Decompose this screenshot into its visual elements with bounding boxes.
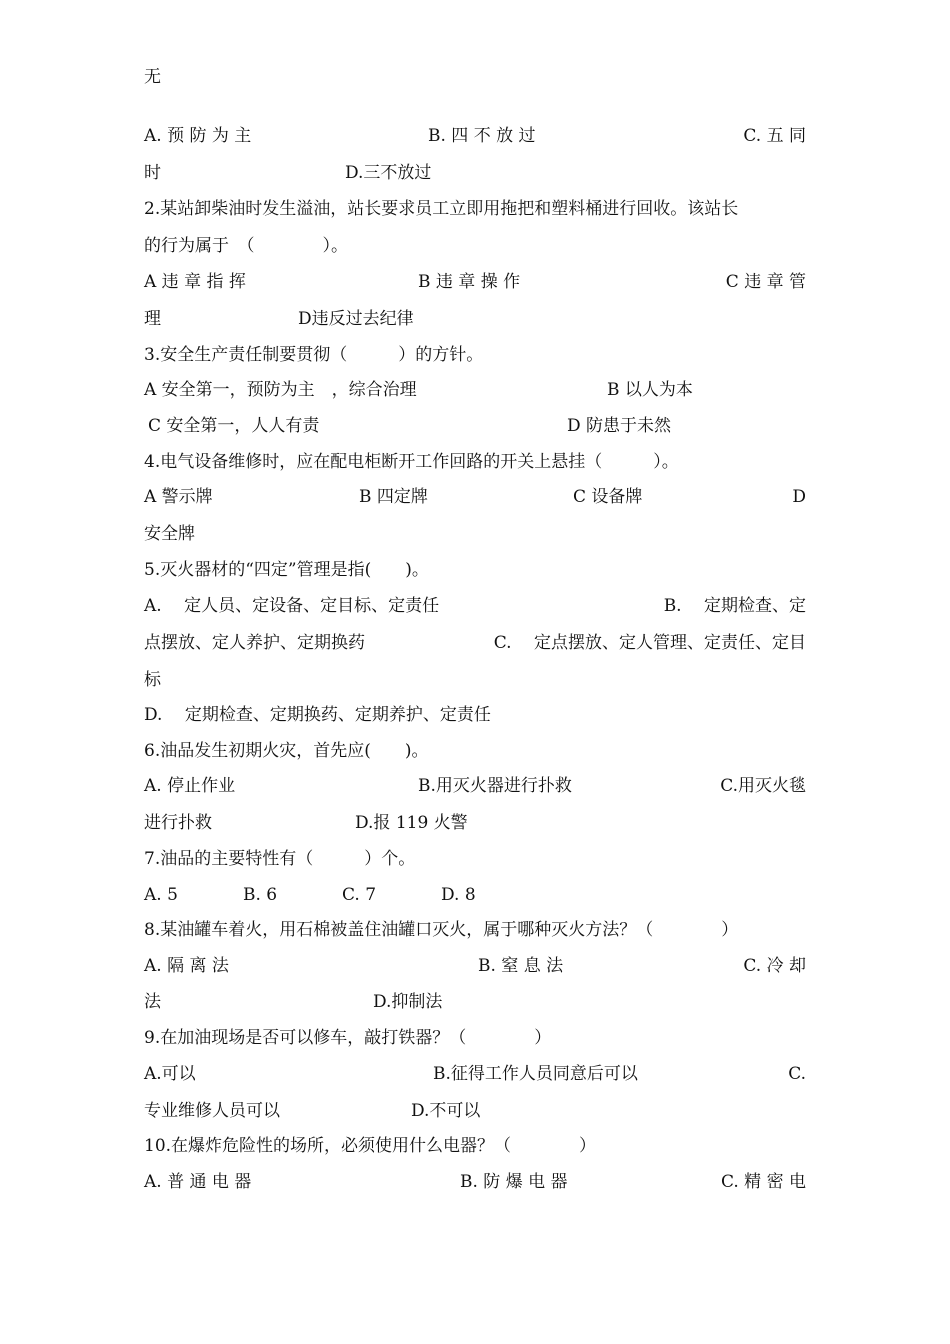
option-line — [144, 377, 806, 403]
text-segment: 安全牌 — [144, 524, 195, 544]
option-line — [144, 1098, 806, 1124]
text-segment: 时 — [144, 163, 161, 183]
question-line — [144, 917, 806, 943]
question-text: 10.在爆炸危险性的场所，必须使用什么电器？（ ） — [144, 1136, 597, 1156]
question-line — [144, 233, 806, 259]
question-text: 8.某油罐车着火，用石棉被盖住油罐口灭火，属于哪种灭火方法？（ ） — [144, 920, 739, 940]
option-c: C 安全第一，人人有责 — [148, 416, 320, 436]
option-b: B 违 章 操 作 — [418, 272, 521, 292]
option-line — [144, 521, 806, 547]
question-text: 6.油品发生初期火灾，首先应( )。 — [144, 741, 429, 761]
question-line — [144, 449, 806, 475]
option-c: C 设备牌 — [573, 487, 643, 507]
option-a: A. 停止作业 — [144, 776, 236, 796]
option-d: D违反过去纪律 — [298, 309, 414, 329]
question-text: 的行为属于 （ ）。 — [144, 236, 348, 256]
option-d: D.不可以 — [411, 1101, 481, 1121]
option-line — [144, 1169, 806, 1195]
option-line — [144, 1061, 806, 1087]
text-segment: 进行扑救 — [144, 813, 212, 833]
question-text: 7.油品的主要特性有（ ）个。 — [144, 849, 416, 869]
option-d: D 防患于未然 — [567, 416, 672, 436]
question-text: 9.在加油现场是否可以修车，敲打铁器？（ ） — [144, 1028, 552, 1048]
option-line — [144, 882, 806, 908]
question-line — [144, 738, 806, 764]
text-segment: 专业维修人员可以 — [144, 1101, 280, 1121]
option-a: A.可以 — [144, 1064, 196, 1084]
option-b: B. 四 不 放 过 — [428, 126, 536, 146]
question-line — [144, 557, 806, 583]
option-c: C. 冷 却 — [743, 956, 806, 976]
option-line — [144, 953, 806, 979]
text-segment: 标 — [144, 670, 161, 690]
option-c: C 违 章 管 — [725, 272, 806, 292]
option-line — [144, 160, 806, 186]
option-line — [144, 413, 806, 439]
option-b: B. 防 爆 电 器 — [460, 1172, 568, 1192]
option-a: A 安全第一，预防为主 ，综合治理 — [144, 380, 417, 400]
option-d: D.抑制法 — [373, 992, 443, 1012]
question-text: 3.安全生产责任制要贯彻（ ）的方针。 — [144, 345, 484, 365]
option-line — [144, 123, 806, 149]
option-b: B 四定牌 — [359, 487, 428, 507]
question-text: 5.灭火器材的“四定”管理是指( )。 — [144, 560, 429, 580]
option-b: B. 定期检查、定 — [663, 596, 806, 616]
option-a: A. 隔 离 法 — [144, 956, 229, 976]
option-a: A. 预 防 为 主 — [144, 126, 252, 146]
option-d: D.三不放过 — [345, 163, 432, 183]
option-b: B 以人为本 — [607, 380, 693, 400]
text-line — [144, 64, 806, 90]
option-d: D — [792, 487, 806, 507]
option-line — [144, 630, 806, 656]
option-line — [144, 702, 806, 728]
option-line — [144, 989, 806, 1015]
text-segment: 无 — [144, 67, 161, 87]
option-b: B.用灭火器进行扑救 — [418, 776, 572, 796]
question-line — [144, 1133, 806, 1159]
option-a: A. 5 — [144, 885, 178, 905]
option-line — [144, 593, 806, 619]
question-line — [144, 342, 806, 368]
option-b: B.征得工作人员同意后可以 — [433, 1064, 638, 1084]
option-line — [144, 269, 806, 295]
option-d: D. 定期检查、定期换药、定期养护、定责任 — [144, 705, 491, 725]
question-line — [144, 196, 806, 222]
option-b: B. 6 — [243, 885, 278, 905]
text-segment: 法 — [144, 992, 161, 1012]
option-line — [144, 810, 806, 836]
option-d: D.报 119 火警 — [355, 813, 468, 833]
option-line — [144, 306, 806, 332]
text-segment: 点摆放、定人养护、定期换药 — [144, 633, 365, 653]
question-line — [144, 846, 806, 872]
text-segment: 理 — [144, 309, 161, 329]
option-c: C. 精 密 电 — [720, 1172, 806, 1192]
option-line — [144, 667, 806, 693]
option-c: C. 7 — [342, 885, 377, 905]
option-a: A 违 章 指 挥 — [144, 272, 246, 292]
option-line — [144, 773, 806, 799]
option-c: C. 五 同 — [743, 126, 806, 146]
option-d: D. 8 — [441, 885, 476, 905]
option-a: A. 普 通 电 器 — [144, 1172, 252, 1192]
question-text: 2.某站卸柴油时发生溢油，站长要求员工立即用拖把和塑料桶进行回收。该站长 — [144, 199, 739, 219]
option-a: A 警示牌 — [144, 487, 213, 507]
option-a: A. 定人员、定设备、定目标、定责任 — [144, 596, 440, 616]
option-line — [144, 484, 806, 510]
option-b: B. 窒 息 法 — [478, 956, 564, 976]
option-c: C. — [788, 1064, 806, 1084]
question-line — [144, 1025, 806, 1051]
option-c: C.用灭火毯 — [720, 776, 806, 796]
question-text: 4.电气设备维修时，应在配电柜断开工作回路的开关上悬挂（ ）。 — [144, 452, 679, 472]
option-c: C. 定点摆放、定人管理、定责任、定目 — [493, 633, 806, 653]
